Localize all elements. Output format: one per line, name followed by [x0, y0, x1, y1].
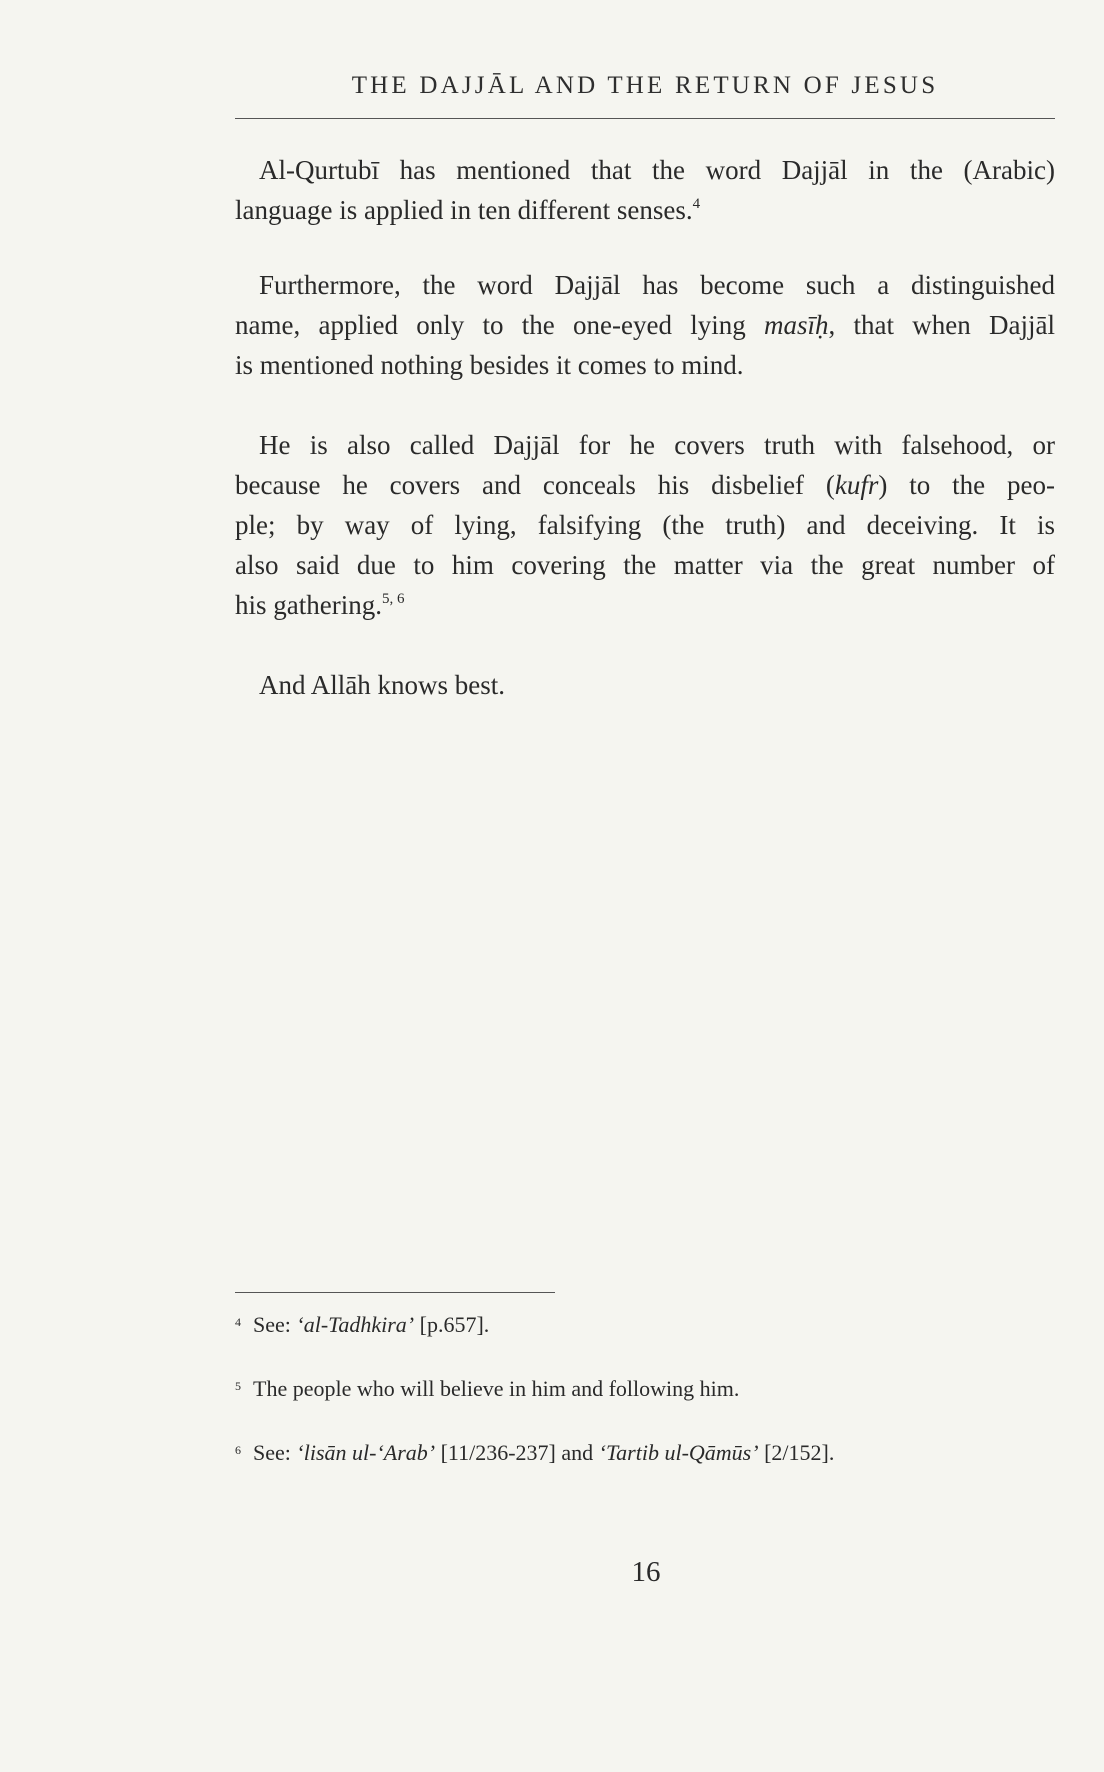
text-run: his gathering. [235, 590, 382, 620]
footnote-rule [235, 1292, 555, 1293]
text-line [235, 585, 1055, 625]
text-line [235, 465, 1055, 505]
text-line: And Allāh knows best. [259, 670, 505, 700]
text-line: He is also called Dajjāl for he covers truth with falsehood, or [259, 430, 1055, 460]
text-run: , that when Dajjāl [828, 310, 1055, 340]
text-line [235, 305, 1055, 345]
text-run: See: [253, 1312, 297, 1337]
paragraph-1 [235, 150, 1055, 230]
text-run: [p.657]. [414, 1312, 490, 1337]
book-title: ‘Tartib ul-Qāmūs’ [598, 1440, 759, 1465]
footnote-number: 6 [235, 1443, 241, 1457]
footnote-number: 4 [235, 1315, 241, 1329]
italic-term: kufr [834, 470, 879, 500]
text-run: because he covers and conceals his disbelief ( [235, 470, 835, 500]
text-run: name, applied only to the one-eyed lying [235, 310, 764, 340]
italic-term: masīḥ [763, 310, 829, 340]
page-number: 16 [631, 1556, 661, 1588]
header-rule [235, 118, 1055, 119]
text-run: language is applied in ten different senses. [235, 195, 693, 225]
text-run: The people who will believe in him and following him. [253, 1376, 740, 1401]
footnote-6 [235, 1438, 834, 1468]
footnote-ref: 5, 6 [381, 591, 405, 607]
text-line: is mentioned nothing besides it comes to mind. [235, 350, 744, 380]
footnote-number: 5 [235, 1379, 241, 1393]
footnote-5 [235, 1374, 739, 1404]
text-run: ) to the peo- [878, 470, 1055, 500]
paragraph-2 [235, 265, 1055, 385]
book-title: ‘lisān ul-‘Arab’ [296, 1440, 436, 1465]
text-line: Al-Qurtubī has mentioned that the word Dajjāl in the (Arabic) [259, 155, 1055, 185]
book-title: ‘al-Tadhkira’ [296, 1312, 415, 1337]
text-line: ple; by way of lying, falsifying (the truth) and deceiving. It is [235, 510, 1055, 540]
running-head: THE DAJJĀL AND THE RETURN OF JESUS [351, 72, 939, 99]
footnote-4 [235, 1310, 489, 1340]
paragraph-4 [235, 665, 1055, 705]
text-line [235, 190, 1055, 230]
footnote-ref: 4 [692, 196, 701, 212]
text-line: Furthermore, the word Dajjāl has become such a distinguished [259, 270, 1055, 300]
text-run: See: [253, 1440, 297, 1465]
paragraph-3 [235, 425, 1055, 625]
text-run: [2/152]. [758, 1440, 835, 1465]
text-run: [11/236-237] and [435, 1440, 599, 1465]
text-line: also said due to him covering the matter via the great number of [235, 550, 1055, 580]
